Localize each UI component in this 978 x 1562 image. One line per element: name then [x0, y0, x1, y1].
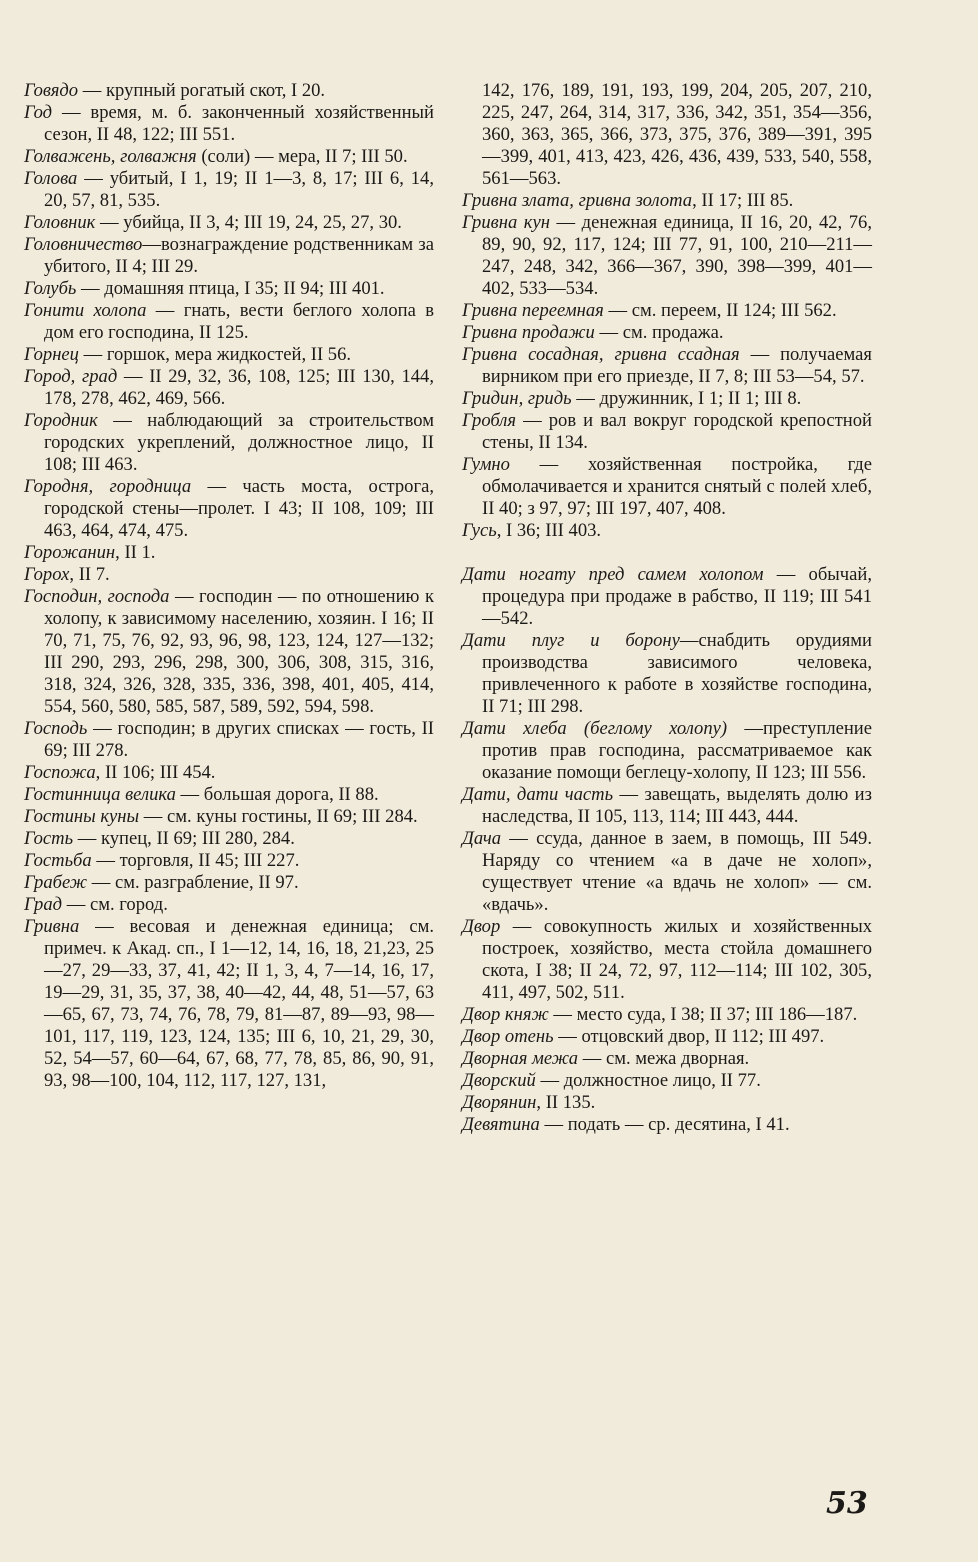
entry-term: Гривна кун	[462, 212, 550, 233]
entry-definition: — см. межа дворная.	[578, 1048, 750, 1069]
entry	[462, 212, 872, 300]
section-gap	[462, 542, 872, 564]
entry-definition: — ров и вал вокруг городской крепостной стены, II 134.	[482, 410, 872, 453]
entry-definition: — денежная единица, II 16, 20, 42, 76, 89, 90, 92, 117, 124; III 77, 91, 100, 210—211—247, 248, 342, 366—367, 390, 398—399, 401—402, 533—534.	[482, 212, 872, 299]
entry-definition: — наблюдающий за строительством городских укреплений, должностное лицо, II 108; III 463.	[44, 410, 434, 475]
entry-term: Гусь	[462, 520, 497, 541]
entry	[462, 1004, 872, 1026]
entry-definition: — господин — по отношению к холопу, к зависимому населению, хозяин. I 16; II 70, 71, 75, 76, 92, 93, 96, 98, 123, 124, 127—132; III 290, 293, 296, 298, 300, 306, 308, 315, 316, 318, 324, 326, 328, 335, 336, 398, 401, 405, 414, 554, 560, 580, 585, 587, 589, 592, 594, 598.	[44, 586, 434, 717]
entry	[462, 388, 872, 410]
entry	[462, 630, 872, 718]
entry-term: Горнец	[24, 344, 79, 365]
entry-term: Гробля	[462, 410, 517, 431]
entry-term: Горох	[24, 564, 70, 585]
entry-term: Головник	[24, 212, 96, 233]
entry	[24, 542, 434, 564]
entry-term: Гостинница велика	[24, 784, 176, 805]
entry	[24, 894, 434, 916]
entry-term: Грабеж	[24, 872, 88, 893]
entry-term: Дати плуг и борону	[462, 630, 680, 651]
entry-term: Дати ногату пред самем холопом	[462, 564, 764, 585]
entry	[462, 1048, 872, 1070]
entry	[462, 718, 872, 784]
entry-definition: — торговля, II 45; III 227.	[91, 850, 300, 871]
entry-term: Гривна злата, гривна золота	[462, 190, 693, 211]
entry-definition: — отцовский двор, II 112; III 497.	[553, 1026, 825, 1047]
entry-term: Гривна сосадная, гривна ссадная	[462, 344, 740, 365]
page-number: 53	[826, 1486, 868, 1521]
entry-term: Гривна продажи	[462, 322, 595, 343]
entry-definition: — см. переем, II 124; III 562.	[603, 300, 837, 321]
entry-term: Дати хлеба (беглому холопу)	[462, 718, 728, 739]
entry-definition: 142, 176, 189, 191, 193, 199, 204, 205, 207, 210, 225, 247, 264, 314, 317, 336, 342, 351, 354—356, 360, 363, 365, 366, 373, 375, 376, 389—391, 395—399, 401, 413, 423, 426, 436, 439, 533, 540, 558, 561—563.	[482, 80, 872, 189]
entry-term: Городня, городница	[24, 476, 192, 497]
entry-definition: — совокупность жилых и хозяйственных построек, хозяйство, места стойла домашнего скота, I 38; II 24, 72, 97, 112—114; III 102, 305, 411, 497, 502, 511.	[482, 916, 872, 1003]
entry-definition: — хозяйственная постройка, где обмолачивается и хранится снятый с полей хлеб, II 40; з 97, 97; III 197, 407, 408.	[482, 454, 872, 519]
entry-term: Дворная межа	[462, 1048, 579, 1069]
entry	[24, 850, 434, 872]
entry-term: Господин, господа	[24, 586, 170, 607]
entry-definition: — II 29, 32, 36, 108, 125; III 130, 144, 178, 278, 462, 469, 566.	[44, 366, 434, 409]
entry	[24, 102, 434, 146]
entry-definition: — крупный рогатый скот, I 20.	[78, 80, 326, 101]
entry	[24, 872, 434, 894]
entry-definition: , II 7.	[69, 564, 110, 585]
entry	[462, 322, 872, 344]
entry	[462, 1070, 872, 1092]
entry-term: Дворянин	[462, 1092, 537, 1113]
entry	[24, 564, 434, 586]
entry	[24, 828, 434, 850]
entry-term: Головничество	[24, 234, 143, 255]
entry-definition: — горшок, мера жидкостей, II 56.	[78, 344, 352, 365]
entry	[24, 212, 434, 234]
entry	[24, 146, 434, 168]
entry-term: Говядо	[24, 80, 79, 101]
entry-term: Гривна переемная	[462, 300, 604, 321]
entry	[24, 476, 434, 542]
entry-definition: — убийца, II 3, 4; III 19, 24, 25, 27, 30.	[95, 212, 402, 233]
entry-definition: — завещать, выделять долю из наследства, II 105, 113, 114; III 443, 444.	[482, 784, 872, 827]
entry-term: Голубь	[24, 278, 77, 299]
entry-term: Гумно	[462, 454, 510, 475]
entry-continuation	[462, 80, 872, 190]
entry-definition: —вознаграждение родственникам за убитого, II 4; III 29.	[44, 234, 434, 277]
entry-definition: , II 1.	[115, 542, 156, 563]
entry-term: Двор княж	[462, 1004, 549, 1025]
entry	[462, 916, 872, 1004]
entry	[24, 278, 434, 300]
entry	[24, 916, 434, 1092]
entry	[24, 410, 434, 476]
entry	[24, 300, 434, 344]
entry	[24, 366, 434, 410]
entry	[462, 520, 872, 542]
entry-definition: — весовая и денежная единица; см. примеч. к Акад. сп., I 1—12, 14, 16, 18, 21,23, 25—27, 29—33, 37, 41, 42; II 1, 3, 4, 7—14, 16, 17, 19—29, 31, 35, 37, 38, 40—42, 44, 48, 51—57, 63—65, 67, 73, 74, 76, 78, 79, 81—87, 89—93, 98—101, 117, 119, 123, 124, 135; III 6, 10, 21, 29, 30, 52, 54—57, 60—64, 67, 68, 77, 78, 85, 86, 90, 91, 93, 98—100, 104, 112, 117, 127, 131,	[44, 916, 434, 1091]
entry-term: Град	[24, 894, 63, 915]
entry-definition: — гнать, вести беглого холопа в дом его господина, II 125.	[44, 300, 434, 343]
entry	[24, 586, 434, 718]
entry-term: Город, град	[24, 366, 118, 387]
entry-term: Гривна	[24, 916, 80, 937]
entry-term: Девятина	[462, 1114, 540, 1135]
entry-definition: — получаемая вирником при его приезде, II 7, 8; III 53—54, 57.	[482, 344, 872, 387]
entry-term: Гостины куны	[24, 806, 140, 827]
entry	[462, 564, 872, 630]
entry	[462, 1092, 872, 1114]
right-column	[462, 80, 872, 1136]
entry	[24, 168, 434, 212]
entry	[24, 806, 434, 828]
entry-definition: (соли) — мера, II 7; III 50.	[196, 146, 408, 167]
entry-definition: — господин; в других списках — гость, II 69; III 278.	[44, 718, 434, 761]
entry-definition: — время, м. б. законченный хозяйственный сезон, II 48, 122; III 551.	[44, 102, 434, 145]
entry-term: Гость	[24, 828, 74, 849]
left-column	[24, 80, 434, 1092]
entry-term: Двор отень	[462, 1026, 554, 1047]
entry-definition: — должностное лицо, II 77.	[535, 1070, 761, 1091]
entry-term: Горожанин	[24, 542, 116, 563]
entry-definition: —преступление против прав господина, рассматриваемое как оказание помощи беглецу-холопу, II 123; III 556.	[482, 718, 872, 783]
entry-definition: —снабдить орудиями производства зависимого человека, привлеченного к работе в хозяйстве господина, II 71; III 298.	[482, 630, 872, 717]
entry-term: Голова	[24, 168, 78, 189]
entry-definition: — подать — ср. десятина, I 41.	[539, 1114, 790, 1135]
entry	[24, 762, 434, 784]
entry-definition: — убитый, I 1, 19; II 1—3, 8, 17; III 6, 14, 20, 57, 81, 535.	[44, 168, 434, 211]
entry	[462, 344, 872, 388]
entry-definition: — см. продажа.	[594, 322, 724, 343]
entry	[24, 80, 434, 102]
entry	[24, 234, 434, 278]
entry-definition: , II 17; III 85.	[692, 190, 794, 211]
entry-definition: — см. город.	[62, 894, 168, 915]
entry-term: Дати, дати часть	[462, 784, 614, 805]
entry-term: Городник	[24, 410, 98, 431]
entry	[24, 344, 434, 366]
entry	[462, 410, 872, 454]
entry-definition: , II 135.	[536, 1092, 596, 1113]
entry-definition: — большая дорога, II 88.	[175, 784, 379, 805]
entry	[462, 1114, 872, 1136]
entry-definition: — купец, II 69; III 280, 284.	[73, 828, 295, 849]
entry	[462, 784, 872, 828]
entry	[462, 454, 872, 520]
entry-term: Год	[24, 102, 53, 123]
entry-term: Голважень, голважня	[24, 146, 197, 167]
entry-term: Двор	[462, 916, 501, 937]
entry-term: Дача	[462, 828, 502, 849]
entry	[462, 828, 872, 916]
entry-definition: — дружинник, I 1; II 1; III 8.	[571, 388, 802, 409]
entry-definition: — см. куны гостины, II 69; III 284.	[139, 806, 418, 827]
entry	[462, 1026, 872, 1048]
entry-definition: — см. разграбление, II 97.	[87, 872, 299, 893]
entry-definition: — ссуда, данное в заем, в помощь, III 549. Наряду со чтением «а в даче не холоп», существует чтение «а вдачь не холоп» — см. «вдачь».	[482, 828, 872, 915]
entry-definition: , II 106; III 454.	[95, 762, 216, 783]
entry-term: Гостьба	[24, 850, 92, 871]
entry	[462, 190, 872, 212]
entry-definition: — домашняя птица, I 35; II 94; III 401.	[76, 278, 385, 299]
entry	[24, 784, 434, 806]
entry	[24, 718, 434, 762]
entry-definition: — место суда, I 38; II 37; III 186—187.	[548, 1004, 858, 1025]
entry-definition: — обычай, процедура при продаже в рабство, II 119; III 541—542.	[482, 564, 873, 629]
entry-term: Господь	[24, 718, 88, 739]
entry-term: Дворский	[462, 1070, 536, 1091]
entry-definition: , I 36; III 403.	[496, 520, 602, 541]
entry-term: Гридин, гридь	[462, 388, 572, 409]
entry-term: Госпожа	[24, 762, 96, 783]
entry	[462, 300, 872, 322]
entry-term: Гонити холопа	[24, 300, 147, 321]
entry-definition: — часть моста, острога, городской стены—пролет. I 43; II 108, 109; III 463, 464, 474, 475.	[44, 476, 435, 541]
